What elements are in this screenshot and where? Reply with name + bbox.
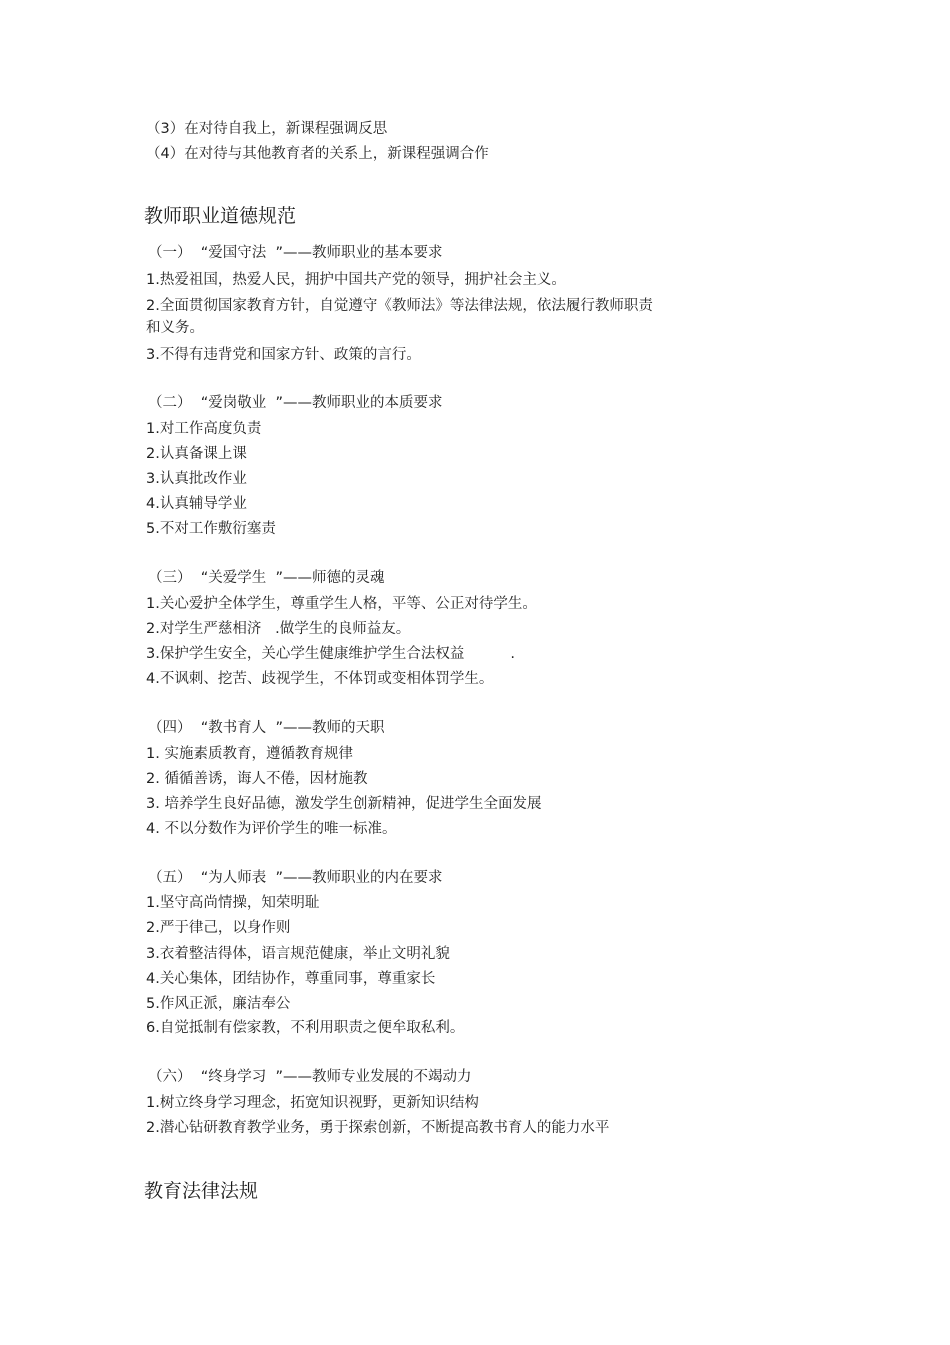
list-item: 2.对学生严慈相济 .做学生的良师益友。	[146, 621, 411, 637]
list-item: 3.不得有违背党和国家方针、政策的言行。	[146, 347, 421, 363]
subsection-heading: （二） “爱岗敬业 ”——教师职业的本质要求	[148, 395, 443, 411]
list-item: 3. 培养学生良好品德，激发学生创新精神，促进学生全面发展	[146, 796, 542, 812]
list-item: 1.对工作高度负责	[146, 421, 262, 437]
list-item: 3.保护学生安全，关心学生健康维护学生合法权益 .	[146, 646, 516, 662]
list-item: 和义务。	[146, 320, 204, 336]
list-item: 3.认真批改作业	[146, 471, 247, 487]
list-item: 6.自觉抵制有偿家教，不利用职责之便牟取私利。	[146, 1020, 465, 1036]
list-item: 2. 循循善诱，诲人不倦，因材施教	[146, 771, 368, 787]
list-item: 1.热爱祖国，热爱人民，拥护中国共产党的领导，拥护社会主义。	[146, 272, 566, 288]
list-item: 4. 不以分数作为评价学生的唯一标准。	[146, 821, 397, 837]
section-title: 教师职业道德规范	[144, 205, 297, 227]
list-item: 1. 实施素质教育，遵循教育规律	[146, 746, 353, 762]
list-item: 4.认真辅导学业	[146, 496, 247, 512]
subsection-heading: （六） “终身学习 ”——教师专业发展的不竭动力	[148, 1069, 472, 1085]
list-item: 3.衣着整洁得体，语言规范健康，举止文明礼貌	[146, 946, 450, 962]
next-section-title: 教育法律法规	[144, 1180, 259, 1202]
list-item: 1.坚守高尚情操，知荣明耻	[146, 895, 320, 911]
list-item: 2.认真备课上课	[146, 446, 247, 462]
list-item: 5.作风正派，廉洁奉公	[146, 996, 291, 1012]
subsection-heading: （四） “教书育人 ”——教师的天职	[148, 720, 385, 736]
list-item: 2.潜心钻研教育教学业务，勇于探索创新，不断提高教书育人的能力水平	[146, 1120, 610, 1136]
list-item: 2.全面贯彻国家教育方针，自觉遵守《教师法》等法律法规，依法履行教师职责	[146, 298, 653, 314]
subsection-heading: （一） “爱国守法 ”——教师职业的基本要求	[148, 245, 443, 261]
subsection-heading: （三） “关爱学生 ”——师德的灵魂	[148, 570, 385, 586]
list-item: 4.关心集体，团结协作，尊重同事，尊重家长	[146, 971, 436, 987]
list-item: 1.树立终身学习理念，拓宽知识视野，更新知识结构	[146, 1095, 479, 1111]
subsection-heading: （五） “为人师表 ”——教师职业的内在要求	[148, 870, 443, 886]
intro-item: （3）在对待自我上，新课程强调反思	[146, 121, 388, 137]
intro-item: （4）在对待与其他教育者的关系上，新课程强调合作	[146, 146, 489, 162]
list-item: 5.不对工作敷衍塞责	[146, 521, 276, 537]
list-item: 1.关心爱护全体学生，尊重学生人格，平等、公正对待学生。	[146, 596, 537, 612]
list-item: 4.不讽刺、挖苦、歧视学生，不体罚或变相体罚学生。	[146, 671, 494, 687]
list-item: 2.严于律己，以身作则	[146, 920, 291, 936]
